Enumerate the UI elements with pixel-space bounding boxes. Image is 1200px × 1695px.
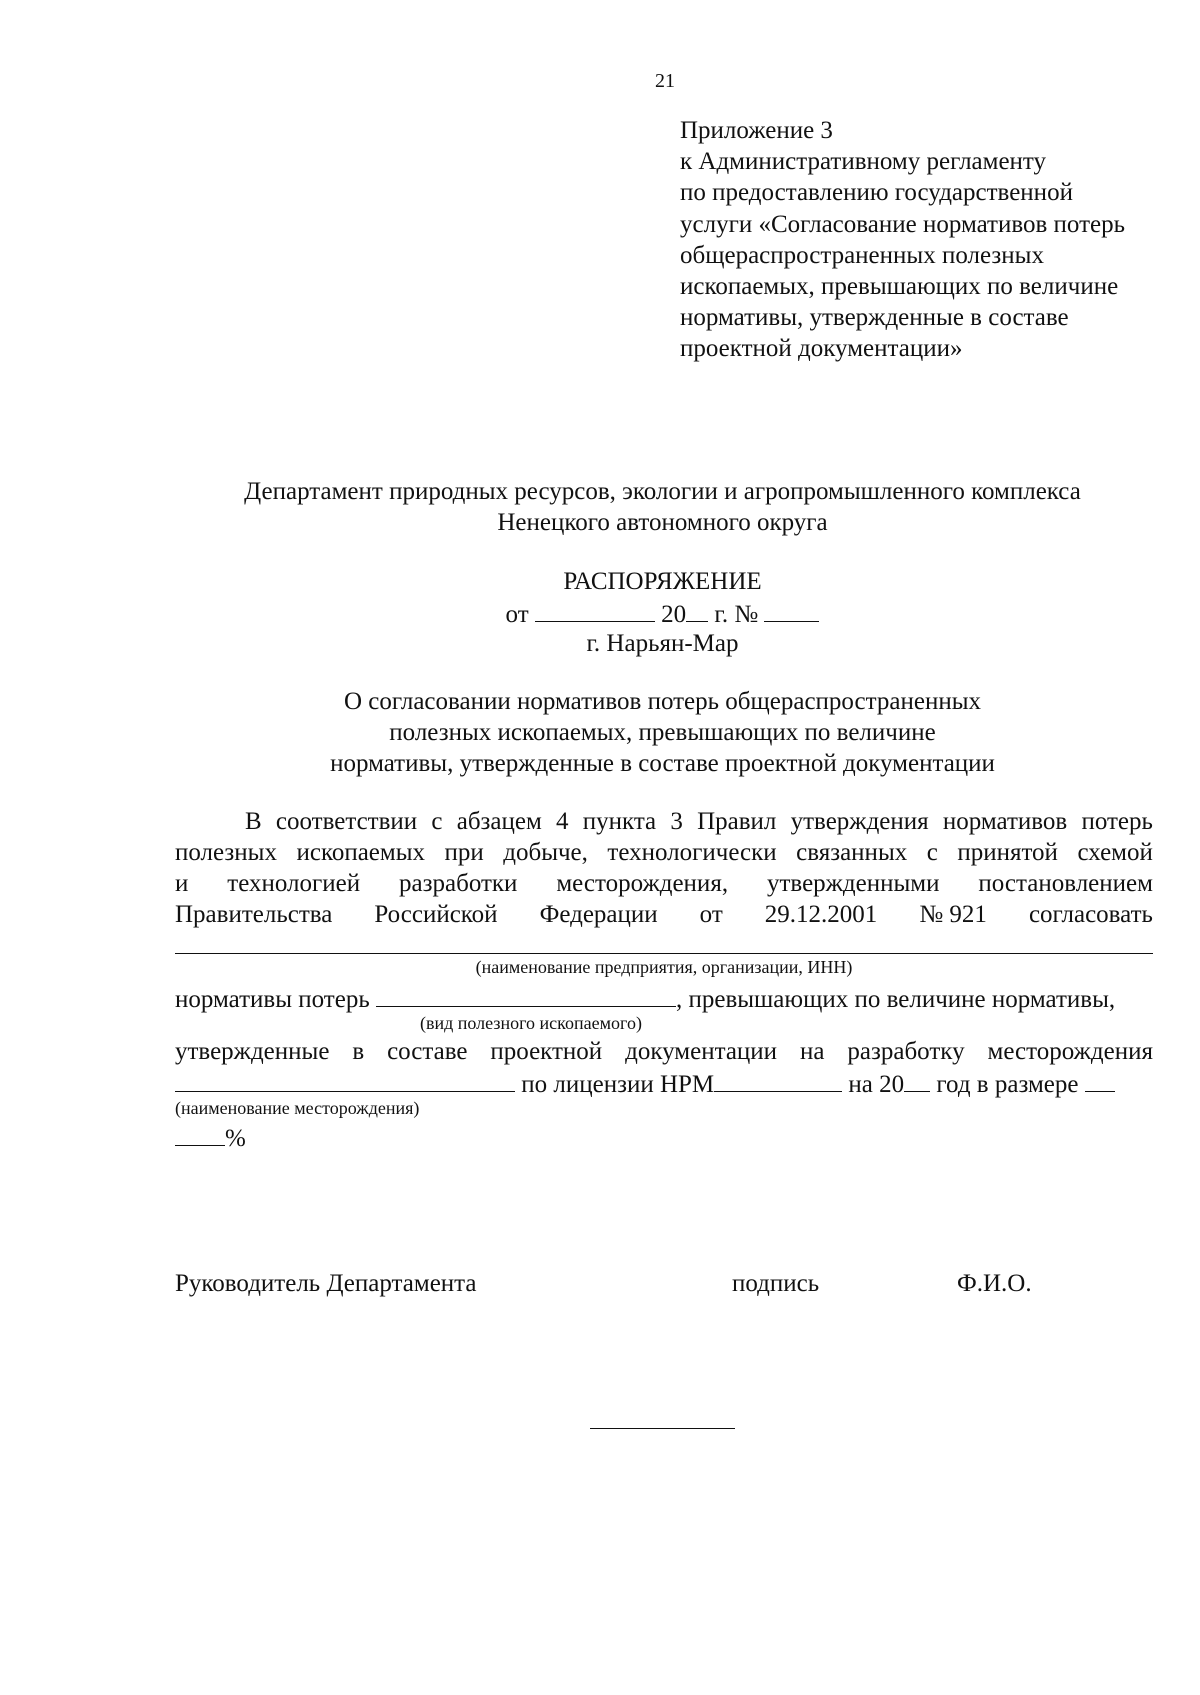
number-blank	[764, 597, 819, 622]
approved-line	[175, 1036, 1153, 1067]
word: 3	[670, 808, 683, 835]
word: В	[245, 808, 262, 835]
word: Правительства	[175, 901, 333, 928]
date-suffix: г. №	[714, 601, 759, 628]
word: соответствии	[275, 808, 418, 835]
signer-name: Ф.И.О.	[957, 1270, 1032, 1297]
body-line	[175, 868, 1153, 899]
appendix-line: нормативы, утвержденные в составе	[680, 304, 1069, 332]
department-name	[150, 476, 1175, 538]
word: № 921	[919, 901, 987, 928]
caption-organization: (наименование предприятия, организации, ИНН)	[475, 957, 853, 977]
word: полезных	[175, 839, 277, 866]
norm-suffix: , превышающих по величине нормативы,	[675, 986, 1116, 1013]
appendix-line: Приложение 3	[680, 117, 833, 144]
appendix-line: услуги «Согласование нормативов потерь	[680, 210, 1126, 238]
document-title: РАСПОРЯЖЕНИЕ	[563, 568, 762, 595]
subject-line: нормативы, утвержденные в составе проектной документации	[330, 750, 995, 777]
word: Федерации	[539, 901, 658, 928]
page-number: 21	[655, 70, 675, 92]
word: схемой	[1077, 839, 1153, 866]
percent-sign: %	[225, 1125, 246, 1152]
word: с	[431, 808, 443, 835]
mineral-blank	[376, 982, 676, 1007]
appendix-line: общераспространенных полезных	[680, 241, 1044, 269]
word: ископаемых	[296, 839, 426, 866]
subject-heading	[150, 686, 1175, 779]
word: составе	[387, 1038, 468, 1065]
license-blank	[714, 1067, 842, 1092]
word: технологически	[607, 839, 777, 866]
word: утвержденными	[766, 870, 940, 897]
appendix-line: к Административному регламенту	[680, 148, 1047, 176]
body-line	[245, 806, 1153, 837]
word: абзацем	[456, 808, 542, 835]
word: 29.12.2001	[764, 901, 878, 928]
year-suffix: год в размере	[936, 1071, 1079, 1098]
city: г. Нарьян-Мар	[586, 630, 739, 657]
date-year: 20	[661, 601, 687, 628]
norm-line	[175, 982, 1153, 1015]
norm-prefix: нормативы потерь	[175, 986, 370, 1013]
date-blank	[535, 597, 655, 622]
word: технологией	[227, 870, 361, 897]
word: при	[444, 839, 484, 866]
word: в	[352, 1038, 365, 1065]
year-blank	[686, 597, 708, 622]
appendix-line: ископаемых, превышающих по величине	[680, 272, 1119, 300]
appendix-line: проектной документации»	[680, 335, 963, 363]
body-line	[175, 899, 1153, 930]
word: проектной	[490, 1038, 603, 1065]
word: добыче,	[503, 839, 588, 866]
license-label: по лицензии НРМ	[521, 1071, 715, 1098]
word: на	[799, 1038, 825, 1065]
word: принятой	[957, 839, 1058, 866]
word: утвержденные	[175, 1038, 330, 1065]
word: постановлением	[978, 870, 1153, 897]
appendix-line: по предоставлению государственной	[680, 179, 1073, 207]
word: разработки	[399, 870, 518, 897]
body-line	[175, 837, 1153, 868]
word: от	[699, 901, 723, 928]
appendix-note	[680, 115, 1125, 365]
date-number-line	[150, 597, 1175, 630]
word: пункта	[582, 808, 657, 835]
percent-line	[175, 1121, 246, 1154]
year-label: на 20	[848, 1071, 905, 1098]
word: нормативов	[942, 808, 1068, 835]
word: документации	[625, 1038, 778, 1065]
word: Российской	[374, 901, 498, 928]
field-blank	[175, 1067, 515, 1092]
word: 4	[556, 808, 569, 835]
date-prefix: от	[505, 601, 529, 628]
size-blank	[1085, 1067, 1115, 1092]
signer-role: Руководитель Департамента	[175, 1270, 477, 1297]
subject-line: О согласовании нормативов потерь общераспространенных	[343, 688, 982, 715]
word: и	[175, 870, 189, 897]
word: согласовать	[1028, 901, 1153, 928]
field-license-line	[175, 1067, 1153, 1100]
percent-blank	[175, 1121, 225, 1146]
word: утверждения	[790, 808, 929, 835]
signature-label: подпись	[732, 1270, 820, 1297]
department-line: Ненецкого автономного округа	[497, 509, 828, 536]
caption-field: (наименование месторождения)	[175, 1098, 420, 1118]
word: Правил	[697, 808, 777, 835]
word: потерь	[1081, 808, 1153, 835]
word: с	[926, 839, 938, 866]
org-blank-line	[175, 953, 1153, 954]
word: разработку	[847, 1038, 965, 1065]
end-divider	[590, 1428, 735, 1429]
word: месторождения,	[556, 870, 729, 897]
department-line: Департамент природных ресурсов, экологии и агропромышленного комплекса	[244, 478, 1081, 505]
subject-line: полезных ископаемых, превышающих по величине	[389, 719, 936, 746]
word: связанных	[796, 839, 908, 866]
caption-mineral: (вид полезного ископаемого)	[420, 1013, 642, 1033]
word: месторождения	[987, 1038, 1153, 1065]
year-blank	[904, 1067, 930, 1092]
